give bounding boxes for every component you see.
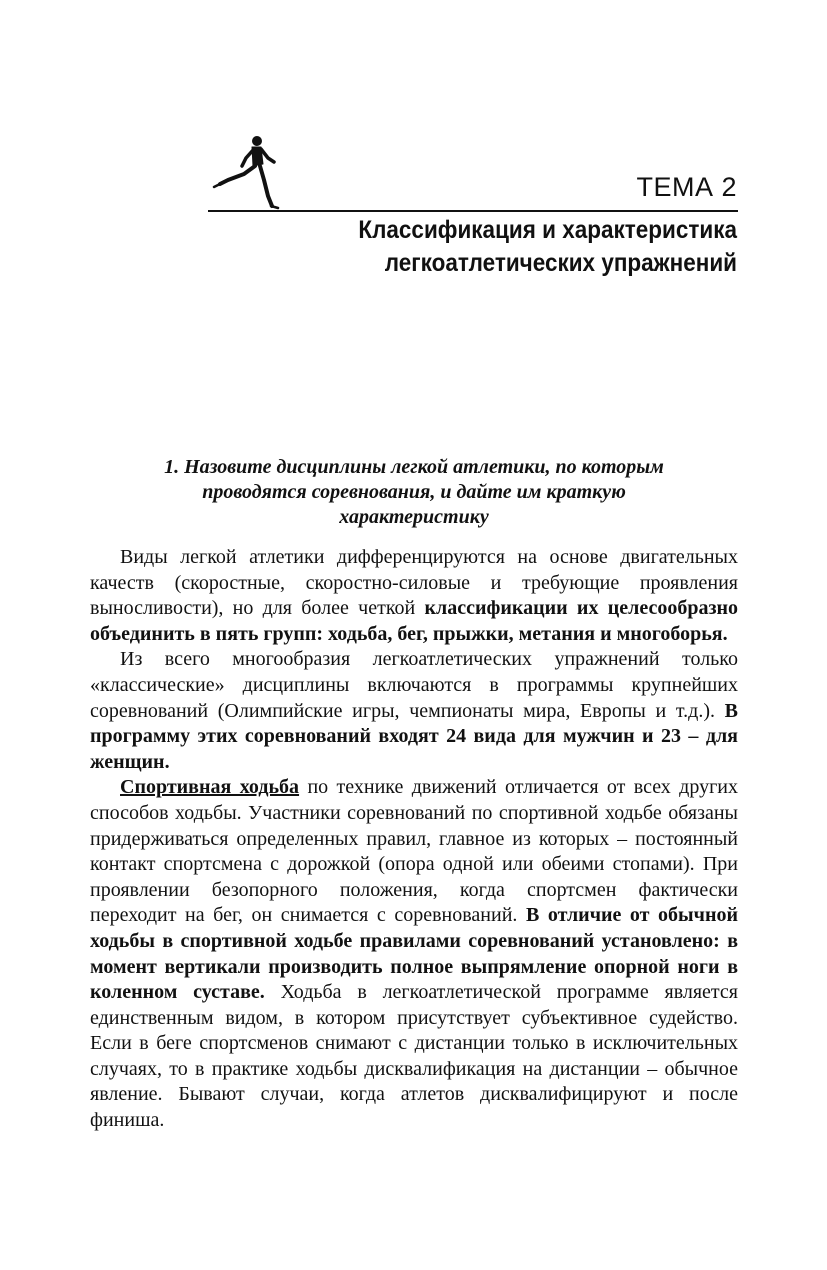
paragraph-3-text2: Ходьба в легкоатлетической программе является единственным видом, в котором присутствует субъективное судейство. Если в беге спортсменов снимают с дистанции только в исключительных случаях, то в практике ходьбы дисквалификация на дистанции – обычное явление. Бывают случаи, когда атлетов дисквалифицируют и после финиша. xyxy=(90,981,738,1132)
paragraph-3 xyxy=(90,775,738,1133)
paragraph-1-text: Виды легкой атлетики дифференцируются на основе двигательных качеств (скоростные, скоростно-силовые и требующие проявления выносливости), но для более четкой xyxy=(90,546,738,620)
paragraph-3-text1: по технике движений отличается от всех других способов ходьбы. Участники соревнований по спортивной ходьбе обязаны придерживаться определенных правил, главное из которых – постоянный контакт спортсмена с дорожкой (опора одной или обеими стопами). При проявлении безопорного положения, когда спортсмен фактически переходит на бег, он снимается с соревнований. xyxy=(90,776,738,927)
title-divider xyxy=(208,210,738,212)
paragraph-1 xyxy=(90,545,738,647)
theme-label: ТЕМА 2 xyxy=(636,172,737,202)
paragraph-2 xyxy=(90,647,738,775)
question-line3: характеристику xyxy=(339,506,489,528)
runner-icon xyxy=(208,134,284,212)
race-walking-term: Спортивная ходьба xyxy=(120,776,300,799)
chapter-title-line1: Классификация и характеристика xyxy=(358,216,737,244)
paragraph-1-bold: классификации их целесообразно объединить в пять групп: ходьба, бег, прыжки, метания и многоборья. xyxy=(90,597,739,645)
paragraph-2-bold: В программу этих соревнований входят 24 вида для мужчин и 23 – для женщин. xyxy=(90,699,738,773)
paragraph-3-bold: В отличие от обычной ходьбы в спортивной ходьбе правилами соревнований установлено: в момент вертикали производить полное выпрямление опорной ноги в коленном суставе. xyxy=(90,904,738,1004)
body-text xyxy=(90,545,738,1134)
question-line1: 1. Назовите дисциплины легкой атлетики, по которым xyxy=(164,456,664,478)
paragraph-2-text: Из всего многообразия легкоатлетических упражнений только «классические» дисциплины включаются в программы крупнейших соревнований (Олимпийские игры, чемпионаты мира, Европы и т.д.). xyxy=(90,648,738,722)
question-heading xyxy=(90,455,738,530)
question-line2: проводятся соревнования, и дайте им краткую xyxy=(202,481,626,503)
chapter-title-line2: легкоатлетических упражнений xyxy=(384,249,737,277)
chapter-title xyxy=(269,214,737,280)
